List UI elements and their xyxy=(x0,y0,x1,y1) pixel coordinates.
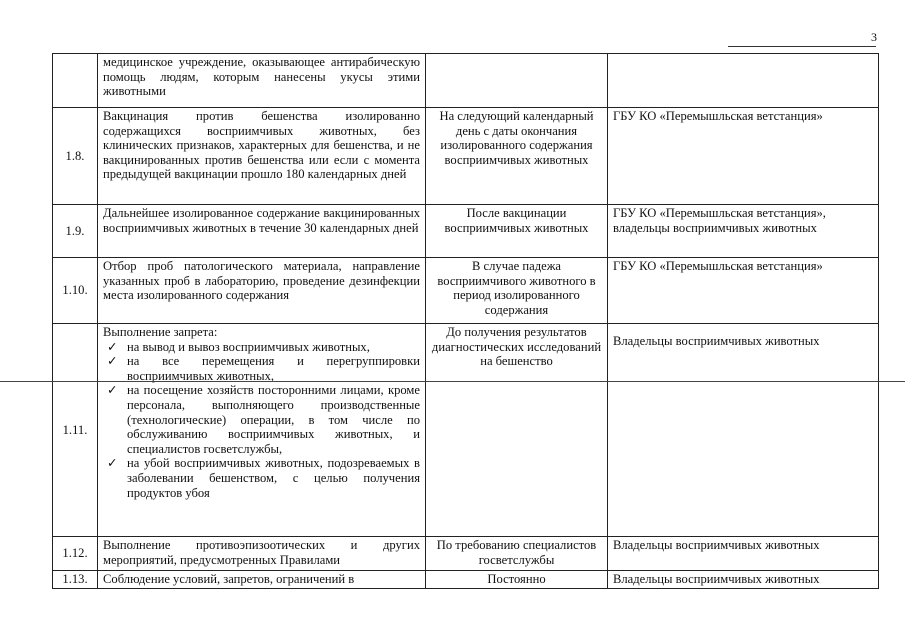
table-row xyxy=(53,258,879,324)
event-cell: медицинское учреждение, оказывающее антирабическую помощь людям, которым нанесены укусы этими животными xyxy=(98,54,426,108)
checkmark-icon: ✓ xyxy=(107,456,118,471)
event-cell: Вакцинация против бешенства изолированно содержащихся восприимчивых животных, без клинических признаков, характерных для бешенства, и не вакцинированных против бешенства или если с момента предыдущей вакцинации прошло 180 календарных дней xyxy=(98,108,426,205)
term-cell: В случае падежа восприимчивого животного в период изолированного содержания xyxy=(426,258,608,324)
row-number: 1.10. xyxy=(53,258,98,324)
term-cell: Постоянно xyxy=(426,571,608,589)
term-cell: На следующий календарный день с даты окончания изолированного содержания восприимчивых животных xyxy=(426,108,608,205)
scan-fold-line xyxy=(0,381,905,382)
row-number: 1.8. xyxy=(53,108,98,205)
page-number: 3 xyxy=(871,30,877,44)
event-cell: Выполнение противоэпизоотических и других мероприятий, предусмотренных Правилами xyxy=(98,537,426,571)
row-number: 1.11. xyxy=(53,324,98,537)
ban-title: Выполнение запрета: xyxy=(103,325,218,339)
checkmark-icon: ✓ xyxy=(107,339,118,354)
list-item: ✓ на посещение хозяйств посторонними лицами, кроме персонала, выполняющего производственные (технологические) операции, в том числе по обслуживанию восприимчивых животных, и специалистов госветслужбы, xyxy=(107,383,420,456)
event-cell xyxy=(98,324,426,537)
term-cell: До получения результатов диагностических исследований на бешенство xyxy=(426,324,608,537)
measures-table xyxy=(52,53,879,589)
list-item: ✓ на убой восприимчивых животных, подозреваемых в заболевании бешенством, с целью получения продуктов убоя xyxy=(107,456,420,500)
responsible-cell: Владельцы восприимчивых животных xyxy=(608,571,879,589)
row-number xyxy=(53,54,98,108)
responsible-cell: ГБУ КО «Перемышльская ветстанция» xyxy=(608,108,879,205)
term-cell: По требованию специалистов госветслужбы xyxy=(426,537,608,571)
checkmark-icon: ✓ xyxy=(107,354,118,369)
list-item: ✓ на вывод и вывоз восприимчивых животных, xyxy=(107,339,370,354)
event-cell: Соблюдение условий, запретов, ограничений в xyxy=(98,571,426,589)
header-rule xyxy=(728,46,876,47)
responsible-cell: ГБУ КО «Перемышльская ветстанция» xyxy=(608,258,879,324)
table-row xyxy=(53,54,879,108)
row-number: 1.13. xyxy=(53,571,98,589)
responsible-cell: Владельцы восприимчивых животных xyxy=(608,537,879,571)
checkmark-icon: ✓ xyxy=(107,383,118,398)
list-item: ✓ на все перемещения и перегруппировки восприимчивых животных, xyxy=(107,354,420,383)
responsible-cell: ГБУ КО «Перемышльская ветстанция», владельцы восприимчивых животных xyxy=(608,205,879,258)
table-row xyxy=(53,205,879,258)
ban-list xyxy=(103,340,420,501)
term-cell xyxy=(426,54,608,108)
event-cell: Дальнейшее изолированное содержание вакцинированных восприимчивых животных в течение 30 календарных дней xyxy=(98,205,426,258)
table-row xyxy=(53,324,879,537)
responsible-cell xyxy=(608,54,879,108)
row-number: 1.9. xyxy=(53,205,98,258)
event-cell: Отбор проб патологического материала, направление указанных проб в лабораторию, проведение дезинфекции места изолированного содержания xyxy=(98,258,426,324)
row-number: 1.12. xyxy=(53,537,98,571)
responsible-cell: Владельцы восприимчивых животных xyxy=(608,324,879,537)
table-row xyxy=(53,571,879,589)
table-row xyxy=(53,537,879,571)
term-cell: После вакцинации восприимчивых животных xyxy=(426,205,608,258)
table-row xyxy=(53,108,879,205)
